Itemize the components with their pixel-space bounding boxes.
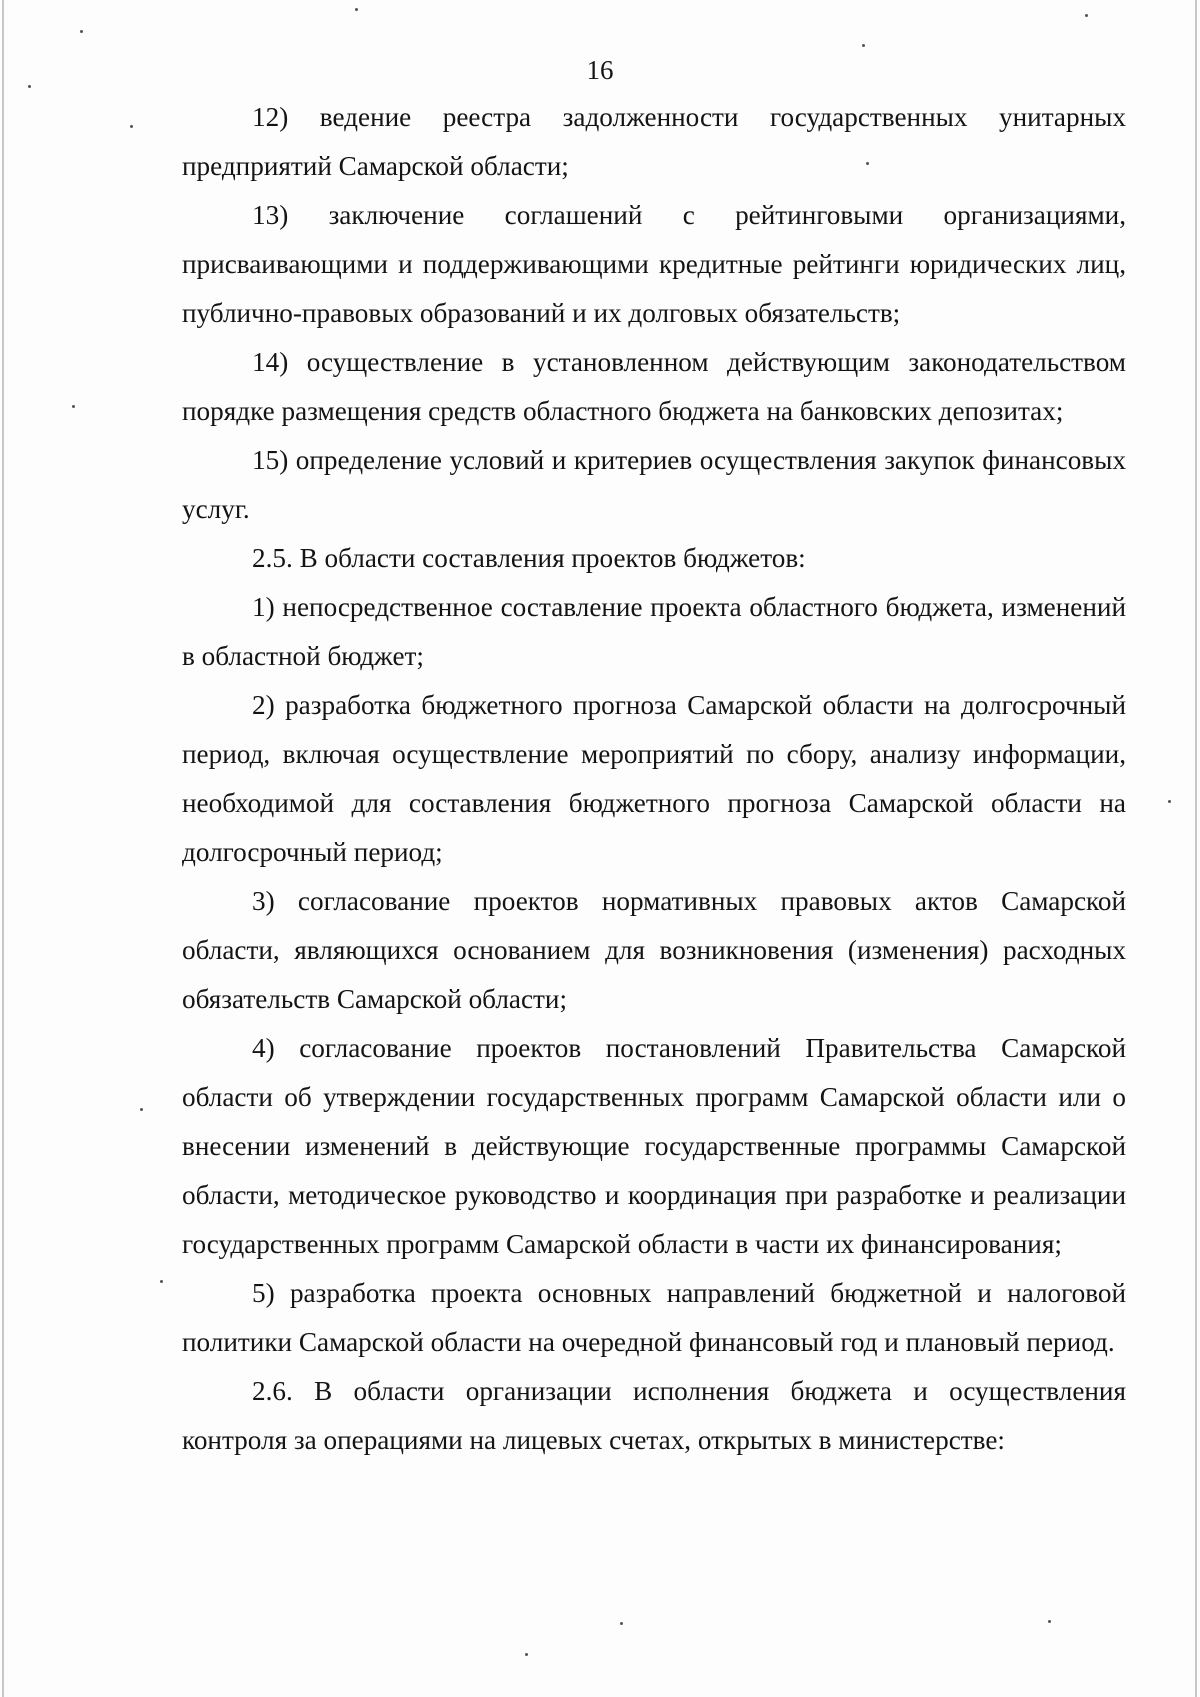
list-item-14: 14) осуществление в установленном действующим законодательством порядке размещения средств областного бюджета на банковских депозитах;: [182, 347, 1126, 426]
list-item-15: 15) определение условий и критериев осуществления закупок финансовых услуг.: [182, 445, 1126, 524]
scan-edge-left: [2, 0, 4, 1697]
scan-speck: [1168, 800, 1171, 803]
scan-speck: [72, 405, 75, 408]
scan-speck: [355, 8, 358, 11]
list-item-13: 13) заключение соглашений с рейтинговыми организациями, присваивающими и поддерживающими кредитные рейтинги юридических лиц, публично-правовых образований и их долговых обязательств;: [182, 200, 1126, 328]
section-heading-2-6: 2.6. В области организации исполнения бюджета и осуществления контроля за операциями на лицевых счетах, открытых в министерстве:: [182, 1376, 1126, 1455]
scan-speck: [525, 1653, 528, 1656]
scan-speck: [862, 44, 865, 47]
scan-speck: [28, 85, 31, 88]
list-item-12: 12) ведение реестра задолженности государственных унитарных предприятий Самарской области;: [182, 102, 1126, 181]
scan-edge-right: [1195, 0, 1197, 1697]
document-body: [182, 93, 1126, 1465]
scan-speck: [80, 30, 83, 33]
scan-speck: [1048, 1620, 1051, 1623]
list-item-5: 5) разработка проекта основных направлений бюджетной и налоговой политики Самарской области на очередной финансовый год и плановый период.: [182, 1278, 1126, 1357]
page-number: 16: [586, 55, 614, 85]
scan-speck: [866, 162, 869, 165]
scan-speck: [140, 1108, 143, 1111]
scan-speck: [130, 125, 133, 128]
list-item-4: 4) согласование проектов постановлений Правительства Самарской области об утверждении государственных программ Самарской области или о внесении изменений в действующие государственные программы Самарской области, методическое руководство и координация при разработке и реализации государственных программ Самарской области в части их финансирования;: [182, 1033, 1126, 1259]
scan-speck: [620, 1622, 623, 1625]
list-item-2: 2) разработка бюджетного прогноза Самарской области на долгосрочный период, включая осуществление мероприятий по сбору, анализу информации, необходимой для составления бюджетного прогноза Самарской области на долгосрочный период;: [182, 690, 1126, 867]
section-heading-2-5: 2.5. В области составления проектов бюджетов:: [252, 543, 806, 573]
scan-speck: [1085, 14, 1088, 17]
list-item-3: 3) согласование проектов нормативных правовых актов Самарской области, являющихся основанием для возникновения (изменения) расходных обязательств Самарской области;: [182, 886, 1126, 1014]
scan-speck: [160, 1280, 163, 1283]
list-item-1: 1) непосредственное составление проекта областного бюджета, изменений в областной бюджет;: [182, 592, 1126, 671]
